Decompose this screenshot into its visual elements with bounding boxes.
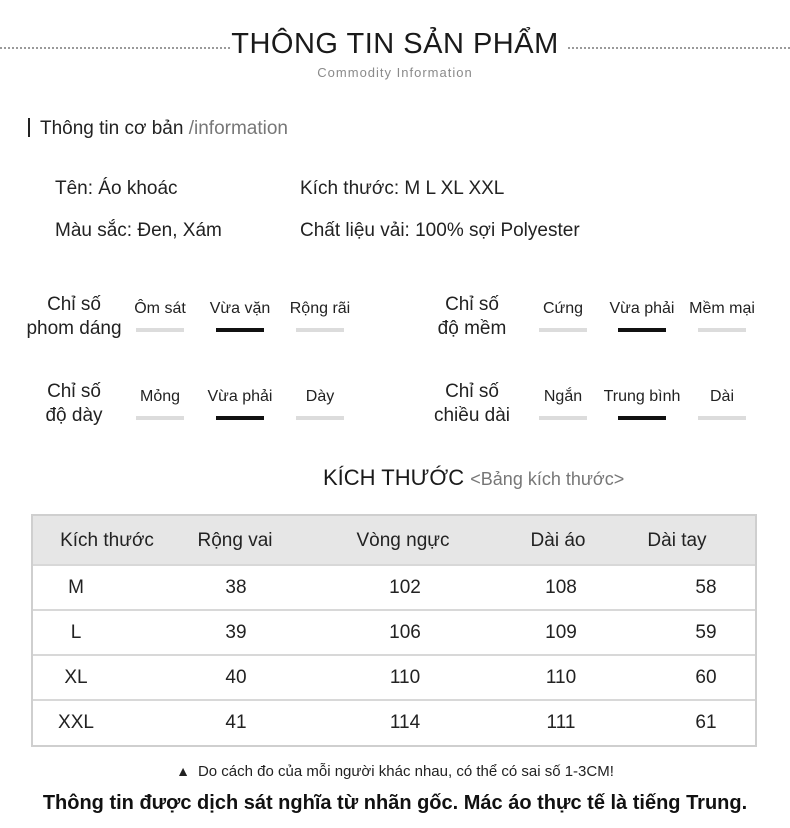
thickness-option-3 [280, 388, 360, 420]
thickness-option-label: Vừa phải [207, 388, 273, 405]
softness-option-3 [682, 300, 762, 332]
length-index-title [416, 380, 528, 428]
column-header: Kích thước [60, 530, 154, 551]
length-option-bar [618, 416, 666, 420]
table-cell: 39 [225, 621, 247, 643]
table-cell: 114 [389, 711, 421, 733]
thickness-option-2-selected [200, 388, 280, 420]
table-cell: 111 [546, 711, 576, 733]
fit-option-label: Ôm sát [134, 300, 186, 317]
softness-index-title [416, 293, 528, 341]
thickness-option-bar [136, 416, 184, 420]
length-index-title-line1: Chỉ số [445, 381, 499, 402]
column-header: Dài tay [647, 530, 707, 551]
fit-option-bar [216, 328, 264, 332]
table-cell: 59 [695, 621, 717, 643]
size-chart-heading [323, 465, 624, 491]
length-option-1 [523, 388, 603, 420]
measurement-note-text: Do cách đo của mỗi người khác nhau, có thể có sai số 1-3CM! [197, 763, 614, 780]
page-title: THÔNG TIN SẢN PHẨM [231, 28, 559, 60]
fit-option-label: Rộng rãi [289, 300, 351, 317]
length-option-bar [539, 416, 587, 420]
table-row [33, 654, 755, 699]
table-cell: 38 [225, 576, 247, 598]
table-row [33, 699, 755, 744]
basic-info-heading-en: /information [188, 118, 288, 139]
column-header: Rộng vai [197, 530, 273, 551]
length-option-bar [698, 416, 746, 420]
table-cell: 40 [225, 666, 247, 688]
softness-option-bar [618, 328, 666, 332]
length-option-3 [682, 388, 762, 420]
length-option-2-selected [602, 388, 682, 420]
translation-disclaimer: Thông tin được dịch sát nghĩa từ nhãn gốc. Mác áo thực tế là tiếng Trung. [42, 792, 748, 814]
thickness-index-title-line2: độ dày [45, 405, 103, 426]
length-option-label: Trung bình [603, 388, 681, 405]
column-header: Vòng ngực [356, 530, 450, 551]
table-row [33, 564, 755, 609]
softness-option-2-selected [602, 300, 682, 332]
thickness-option-bar [296, 416, 344, 420]
thickness-index-title-line1: Chỉ số [47, 381, 101, 402]
table-cell: 108 [545, 576, 577, 598]
table-cell: XL [64, 666, 88, 688]
table-header-row [33, 516, 755, 566]
table-cell: 109 [545, 621, 577, 643]
fit-index-title-line2: phom dáng [26, 318, 122, 339]
table-cell: 58 [695, 576, 717, 598]
softness-option-label: Mềm mại [689, 300, 755, 317]
page-subtitle: Commodity Information [317, 65, 473, 80]
softness-option-bar [698, 328, 746, 332]
product-color: Màu sắc: Đen, Xám [55, 220, 222, 241]
length-option-label: Ngắn [543, 388, 583, 405]
table-cell: XXL [58, 711, 94, 733]
warning-icon: ▲ [176, 763, 190, 779]
table-cell: 110 [545, 666, 577, 688]
table-cell: 60 [695, 666, 717, 688]
table-cell: 41 [225, 711, 247, 733]
size-table [31, 514, 757, 747]
softness-option-bar [539, 328, 587, 332]
size-chart-heading-text: KÍCH THƯỚC [323, 465, 465, 490]
table-cell: M [68, 576, 84, 598]
fit-option-bar [136, 328, 184, 332]
table-cell: 110 [389, 666, 421, 688]
softness-option-label: Vừa phải [609, 300, 675, 317]
fit-option-3 [280, 300, 360, 332]
table-row [33, 609, 755, 654]
fit-option-label: Vừa vặn [209, 300, 271, 317]
thickness-index-title [18, 380, 130, 428]
column-header: Dài áo [530, 530, 586, 551]
fit-option-2-selected [200, 300, 280, 332]
softness-index-title-line2: độ mềm [437, 318, 507, 339]
basic-info-heading-text: Thông tin cơ bản [40, 118, 184, 139]
thickness-option-label: Mỏng [139, 388, 181, 405]
softness-option-1 [523, 300, 603, 332]
length-index-title-line2: chiều dài [433, 405, 511, 426]
basic-info-heading [28, 118, 288, 140]
softness-index-title-line1: Chỉ số [445, 294, 499, 315]
table-cell: 61 [695, 711, 717, 733]
product-material: Chất liệu vải: 100% sợi Polyester [300, 220, 580, 241]
table-cell: 106 [389, 621, 421, 643]
thickness-option-bar [216, 416, 264, 420]
product-name: Tên: Áo khoác [55, 178, 178, 199]
size-chart-subheading: <Bảng kích thước> [470, 469, 625, 489]
fit-index-title-line1: Chỉ số [47, 294, 101, 315]
fit-option-1 [120, 300, 200, 332]
thickness-option-label: Dày [305, 388, 335, 405]
softness-option-label: Cứng [542, 300, 584, 317]
table-cell: L [70, 621, 82, 643]
table-cell: 102 [389, 576, 421, 598]
measurement-note [0, 763, 790, 780]
product-sizes: Kích thước: M L XL XXL [300, 178, 505, 199]
fit-option-bar [296, 328, 344, 332]
thickness-option-1 [120, 388, 200, 420]
heading-bar [28, 118, 30, 137]
length-option-label: Dài [709, 388, 734, 405]
fit-index-title [18, 293, 130, 341]
